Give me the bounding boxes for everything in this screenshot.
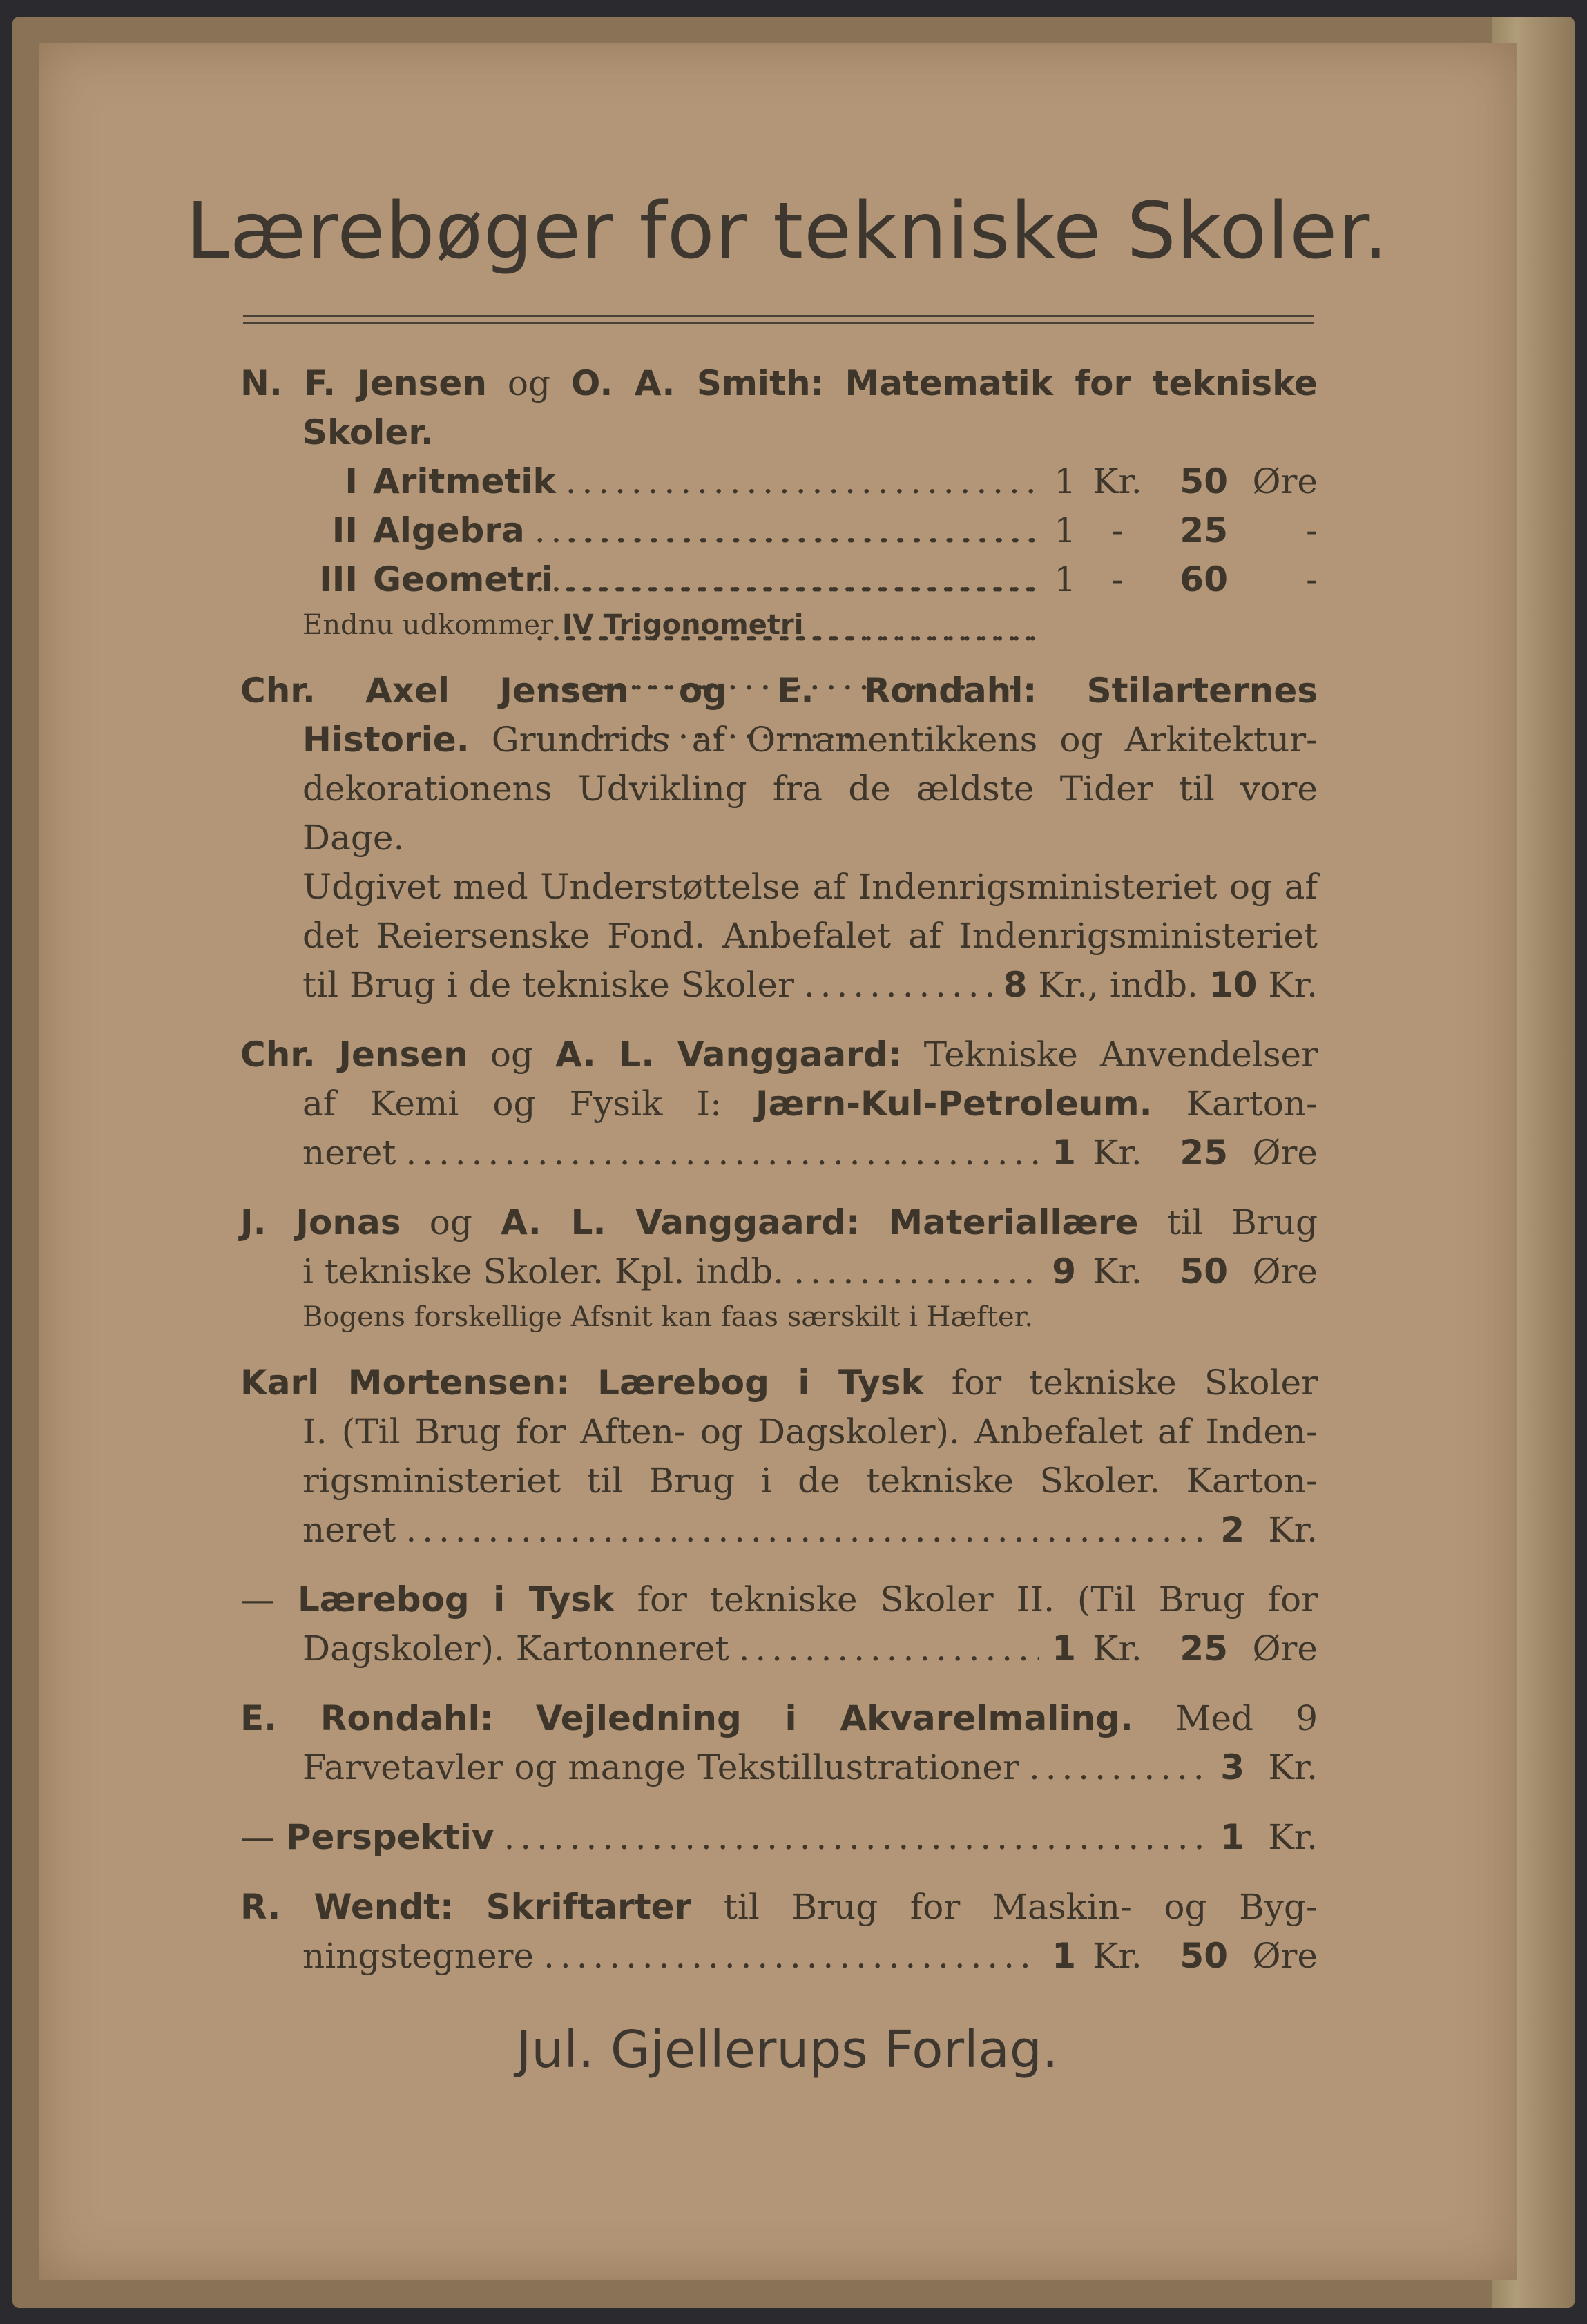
catalog-entry-akvarel — [240, 1694, 1318, 1792]
leader-dots — [794, 1247, 1039, 1296]
catalog-entry-tysk-2 — [240, 1575, 1318, 1673]
entry-price-line: i tekniske Skoler. Kpl. indb. . . . 9 Kr. 50 Øre — [240, 1247, 1318, 1296]
entry-price-line: neret . . . 2 Kr. — [240, 1506, 1318, 1555]
entry-text: af Kemi og Fysik I: Jærn-Kul-Petroleum. Karton- — [302, 1084, 1318, 1124]
leader-dots — [739, 1624, 1039, 1673]
title-rule-bottom — [243, 322, 1314, 324]
entry-text: det Reiersenske Fond. Anbefalet af Indenrigsministeriet — [302, 916, 1318, 956]
leader-dots — [1029, 1743, 1211, 1792]
entry-price-line: ningstegnere . . . 1 Kr. 50 Øre — [240, 1932, 1318, 1981]
leader-dots — [804, 961, 994, 1010]
leader-dots — [544, 1932, 1039, 1981]
entry-price-line: Farvetavler og mange Tekstillustrationer . . . 3 Kr. — [240, 1743, 1318, 1792]
entry-price-line: til Brug i de tekniske Skoler . . . 8 Kr., indb. 10 Kr. — [240, 961, 1318, 1010]
entry-price-line: — Perspektiv . . . 1 Kr. — [240, 1813, 1318, 1862]
entry-text: I. (Til Brug for Aften- og Dagskoler). Anbefalet af Inden- — [302, 1412, 1318, 1452]
entry-price-line: Dagskoler). Kartonneret . . . 1 Kr. 25 Øre — [240, 1624, 1318, 1673]
catalog-entry-materiallaere — [240, 1198, 1318, 1338]
entry-note: Bogens forskellige Afsnit kan faas særskilt i Hæfter. — [302, 1301, 1034, 1333]
entry-price-line: neret . . . 1 Kr. 25 Øre — [240, 1129, 1318, 1178]
entry-heading: E. Rondahl: Vejledning i Akvarelmaling. Med 9 — [240, 1698, 1318, 1738]
entry-heading: — Lærebog i Tysk for tekniske Skoler II. (Til Brug for — [240, 1579, 1318, 1620]
title-rule-top — [243, 315, 1314, 317]
entry-work-title: Skoler. — [302, 412, 434, 452]
publisher-name: Jul. Gjellerups Forlag. — [516, 2020, 1059, 2080]
leader-dots — [405, 1506, 1211, 1555]
catalog-entry-tysk-1 — [240, 1358, 1318, 1555]
entry-text: Historie. Grundrids af Ornamentikkens og Arkitektur- — [302, 720, 1318, 760]
list-item: II Algebra . . . 1 - 25 - — [240, 506, 1318, 555]
entry-heading: R. Wendt: Skriftarter til Brug for Maskin- og Byg- — [240, 1887, 1318, 1927]
entry-text: Udgivet med Understøttelse af Indenrigsministeriet og af — [302, 867, 1318, 907]
entry-heading: Chr. Axel Jensen og E. Rondahl: Stilarternes — [240, 671, 1318, 711]
entry-heading: Chr. Jensen og A. L. Vanggaard: Tekniske Anvendelser — [240, 1035, 1318, 1075]
catalog-entry-stilarternes — [240, 666, 1318, 1010]
catalog-entry-perspektiv — [240, 1813, 1318, 1862]
catalog-list — [240, 359, 1318, 2001]
entry-text: rigsministeriet til Brug i de tekniske Skoler. Karton- — [302, 1461, 1318, 1501]
entry-note: Endnu udkommer IV Trigonometri — [302, 609, 804, 641]
catalog-entry-skriftarter — [240, 1883, 1318, 1981]
catalog-entry-kemi-fysik — [240, 1030, 1318, 1178]
leader-dots — [503, 1813, 1211, 1862]
entry-text: dekorationens Udvikling fra de ældste Tider til vore Dage. — [302, 769, 1318, 858]
entry-heading: N. F. Jensen og O. A. Smith: Matematik for tekniske — [240, 363, 1318, 403]
entry-heading: J. Jonas og A. L. Vanggaard: Materiallære til Brug — [240, 1202, 1318, 1242]
catalog-entry-matematik — [240, 359, 1318, 646]
entry-heading: Karl Mortensen: Lærebog i Tysk for tekniske Skoler — [240, 1363, 1318, 1403]
list-item: I Aritmetik . . . 1 Kr. 50 Øre — [240, 457, 1318, 506]
leader-dots — [405, 1129, 1039, 1178]
list-item: III Geometri . . . 1 - 60 - — [240, 555, 1318, 604]
page-title: Lærebøger for tekniske Skoler. — [186, 186, 1389, 276]
